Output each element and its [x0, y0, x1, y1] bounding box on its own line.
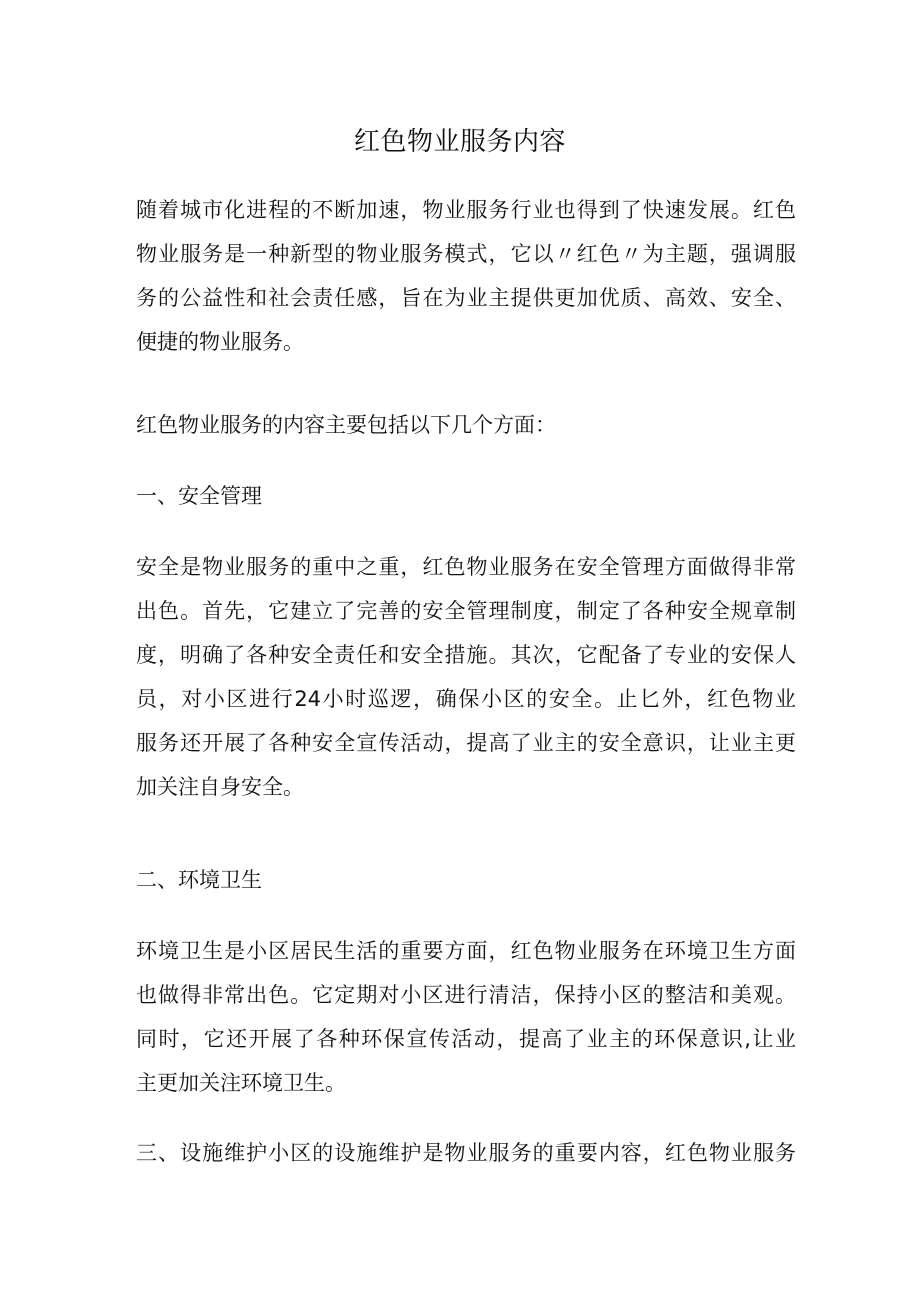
section1-line: 度，明确了各种安全责任和安全措施。其次，它配备了专业的安保人 — [136, 643, 796, 667]
section1-heading — [136, 474, 796, 518]
section1-line: 安全是物业服务的重中之重，红色物业服务在安全管理方面做得非常 — [136, 555, 796, 579]
section1-line: 加关注自身安全。 — [136, 775, 304, 799]
section2-line: 也做得非常出色。它定期对小区进行清洁，保持小区的整洁和美观。 — [136, 983, 796, 1007]
section2-line: 环境卫生是小区居民生活的重要方面，红色物业服务在环境卫生方面 — [136, 939, 796, 963]
overview-paragraph — [136, 403, 796, 447]
section2-line: 主更加关注环境卫生。 — [136, 1071, 346, 1095]
section2-paragraph — [136, 929, 796, 1105]
section2-heading — [136, 858, 796, 902]
section-heading: 二、环境卫生 — [136, 868, 262, 892]
intro-line: 务的公益性和社会责任感，旨在为业主提供更加优质、高效、安全、 — [136, 286, 796, 310]
section1-line: 出色。首先，它建立了完善的安全管理制度，制定了各种安全规章制 — [136, 599, 796, 623]
section3-line: 三、设施维护小区的设施维护是物业服务的重要内容，红色物业服务 — [136, 1141, 796, 1165]
intro-line: 随着城市化进程的不断加速，物业服务行业也得到了快速发展。红色 — [136, 198, 796, 222]
section-heading: 一、安全管理 — [136, 484, 262, 508]
section1-line: 服务还开展了各种安全宣传活动，提高了业主的安全意识，让业主更 — [136, 731, 796, 755]
intro-line: 便捷的物业服务。 — [136, 330, 304, 354]
section3-paragraph — [136, 1131, 796, 1175]
intro-paragraph — [136, 188, 796, 364]
intro-line: 物业服务是一种新型的物业服务模式，它以〃红色〃为主题，强调服 — [136, 242, 796, 266]
document-title: 红色物业服务内容 — [353, 127, 566, 157]
overview-line: 红色物业服务的内容主要包括以下几个方面： — [136, 413, 556, 437]
section1-line: 员，对小区进行24小时巡逻，确保小区的安全。止匕外，红色物业 — [136, 687, 796, 711]
section1-paragraph — [136, 545, 796, 809]
section2-line: 同时，它还开展了各种环保宣传活动，提高了业主的环保意识,让业 — [136, 1027, 796, 1051]
